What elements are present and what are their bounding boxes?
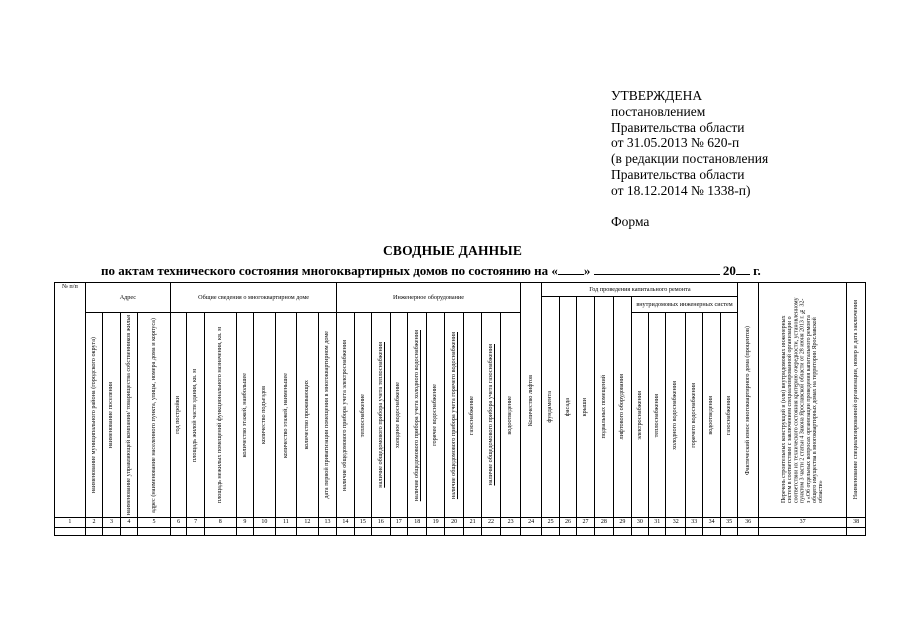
subtitle-mid: » [583, 263, 591, 278]
column-number: 5 [138, 518, 171, 528]
empty-cell [444, 528, 463, 536]
empty-cell [297, 528, 319, 536]
subtitle-prefix: по актам технического состояния многоквартирных домов по состоянию на « [101, 263, 558, 278]
empty-cell [720, 528, 738, 536]
column-number: 22 [481, 518, 500, 528]
col-header-3: наименование поселения [103, 313, 120, 518]
column-number: 28 [594, 518, 613, 528]
empty-cell [427, 528, 444, 536]
column-number: 19 [427, 518, 444, 528]
column-number: 15 [354, 518, 371, 528]
empty-cell [337, 528, 354, 536]
col-header-18: наличие общедомового прибора учета холодного водоснабжения [407, 313, 426, 518]
column-number: 16 [372, 518, 390, 528]
empty-cell [170, 528, 186, 536]
col-header-35: газоснабжения [720, 313, 738, 518]
group-general: Общие сведения о многоквартирном доме [170, 283, 336, 313]
col-header-26: фасада [559, 297, 576, 518]
col-header-23: водоотведение [501, 313, 521, 518]
empty-cell [372, 528, 390, 536]
empty-cell [464, 528, 481, 536]
column-number-row [55, 518, 866, 528]
col-header-8: площадь нежилых помещений функционального назначения, кв. м [204, 313, 236, 518]
col-header-34: водоотведения [703, 313, 720, 518]
approval-block [611, 88, 768, 229]
approval-line: постановлением [611, 103, 706, 119]
column-number: 30 [631, 518, 648, 528]
col-header-29: лифтового оборудования [614, 297, 631, 518]
empty-cell [847, 528, 866, 536]
empty-cell [354, 528, 371, 536]
column-number: 33 [685, 518, 702, 528]
approval-line: (в редакции постановления [611, 151, 769, 167]
group-repair-year: Год проведения капитального ремонта [542, 283, 738, 297]
empty-cell [501, 528, 521, 536]
column-number: 38 [847, 518, 866, 528]
empty-cell [390, 528, 407, 536]
empty-cell [542, 528, 559, 536]
column-number: 31 [649, 518, 666, 528]
empty-cell [236, 528, 253, 536]
col-header-33: горячего водоснабжения [685, 313, 702, 518]
year-prefix: 20 [722, 263, 736, 278]
col-header-36: Фактический износ многоквартирного дома (процентов) [738, 283, 759, 518]
group-engineering: Инженерное оборудование [337, 283, 521, 313]
column-number: 20 [444, 518, 463, 528]
col-header-10: количество подъездов [254, 313, 276, 518]
group-internal-systems: внутридомовых инженерных систем [631, 297, 738, 313]
col-header-24: Количество лифтов [520, 283, 542, 518]
column-number: 6 [170, 518, 186, 528]
col-header-22: наличие общедомового прибора учета газоснабжения [481, 313, 500, 518]
col-header-37: Перечень строительных конструкций и (или) внутридомовых инженерных систем в соответствии с заключением специализированной организации о соответствии их технического состояния критерию очередности, установленному пунктом 3 части 2 статьи 4 Закона Ярославской области от 28 июня 2013 г. № 32-з «Об отдельных вопросах организации проведения капитального ремонта общего имущества в многоквартирных домах на территории Ярославской области» [758, 283, 846, 518]
column-number: 37 [758, 518, 846, 528]
empty-cell [666, 528, 685, 536]
empty-cell [703, 528, 720, 536]
empty-cell [520, 528, 542, 536]
empty-cell [594, 528, 613, 536]
col-header-19: горячее водоснабжение [427, 313, 444, 518]
col-header-number: № п/п [55, 283, 86, 518]
empty-cell [685, 528, 702, 536]
approval-line: Правительства области [611, 166, 745, 182]
col-header-9: количество этажей, наибольшее [236, 313, 253, 518]
col-header-31: теплоснабжения [649, 313, 666, 518]
col-header-28: подвальных помещений [594, 297, 613, 518]
empty-data-row [55, 528, 866, 536]
col-header-38: Наименование специализированной организации, номер и дата заключения [847, 283, 866, 518]
col-header-2: наименование муниципального района (городского округа) [85, 313, 102, 518]
column-number: 25 [542, 518, 559, 528]
col-header-30: электроснабжения [631, 313, 648, 518]
empty-cell [577, 528, 594, 536]
col-header-4: наименование управляющей компании/ товарищества собственников жилья [120, 313, 137, 518]
year-blank [736, 261, 750, 275]
col-header-15: теплоснабжение [354, 313, 371, 518]
day-blank [558, 261, 584, 275]
col-header-21: газоснабжение [464, 313, 481, 518]
document-subtitle [101, 261, 761, 279]
empty-cell [614, 528, 631, 536]
empty-cell [120, 528, 137, 536]
empty-cell [275, 528, 297, 536]
approval-line: от 18.12.2014 № 1338-п) [611, 182, 751, 198]
empty-cell [649, 528, 666, 536]
column-number: 14 [337, 518, 354, 528]
col-header-14: наличие общедомового прибора учета электроснабжения [337, 313, 354, 518]
column-number: 3 [103, 518, 120, 528]
col-header-6: год постройки [170, 313, 186, 518]
empty-cell [138, 528, 171, 536]
summary-table [54, 282, 866, 536]
empty-cell [85, 528, 102, 536]
column-number: 4 [120, 518, 137, 528]
approval-line: УТВЕРЖДЕНА [611, 88, 703, 103]
col-header-20: наличие общедомового прибора учета горячего водоснабжения [444, 313, 463, 518]
column-number: 26 [559, 518, 576, 528]
col-header-5: адрес (наименование населенного пункта, улицы, номера дома и корпуса) [138, 313, 171, 518]
column-number: 7 [187, 518, 204, 528]
month-blank [594, 261, 720, 275]
column-number: 23 [501, 518, 521, 528]
group-address: Адрес [85, 283, 170, 313]
col-header-7: площадь жилой части здания, кв. м [187, 313, 204, 518]
column-number: 2 [85, 518, 102, 528]
col-header-11: количество этажей, наименьшее [275, 313, 297, 518]
column-number: 17 [390, 518, 407, 528]
column-number: 11 [275, 518, 297, 528]
col-header-13: дата первой приватизации помещения в многоквартирном доме [318, 313, 336, 518]
column-number: 36 [738, 518, 759, 528]
empty-cell [407, 528, 426, 536]
form-label: Форма [611, 213, 650, 229]
empty-cell [187, 528, 204, 536]
document-title: СВОДНЫЕ ДАННЫЕ [382, 243, 523, 258]
empty-cell [254, 528, 276, 536]
column-number: 32 [666, 518, 685, 528]
column-number: 12 [297, 518, 319, 528]
empty-cell [204, 528, 236, 536]
year-suffix: г. [753, 263, 761, 278]
empty-cell [318, 528, 336, 536]
approval-line: Правительства области [611, 119, 745, 135]
empty-cell [758, 528, 846, 536]
column-number: 8 [204, 518, 236, 528]
empty-cell [631, 528, 648, 536]
empty-cell [481, 528, 500, 536]
column-number: 9 [236, 518, 253, 528]
empty-cell [559, 528, 576, 536]
col-header-32: холодного водоснабжения [666, 313, 685, 518]
col-header-17: холодное водоснабжение [390, 313, 407, 518]
column-number: 10 [254, 518, 276, 528]
column-number: 35 [720, 518, 738, 528]
column-number: 27 [577, 518, 594, 528]
column-number: 18 [407, 518, 426, 528]
column-number: 13 [318, 518, 336, 528]
column-number: 34 [703, 518, 720, 528]
column-number: 24 [520, 518, 542, 528]
empty-cell [738, 528, 759, 536]
col-header-25: фундамента [542, 297, 559, 518]
empty-cell [103, 528, 120, 536]
column-number: 1 [55, 518, 86, 528]
approval-line: от 31.05.2013 № 620-п [611, 135, 740, 151]
column-number: 29 [614, 518, 631, 528]
col-header-16: наличие общедомового прибора учета теплоснабжения [372, 313, 390, 518]
empty-cell [55, 528, 86, 536]
col-header-12: количество проживающих [297, 313, 319, 518]
column-number: 21 [464, 518, 481, 528]
col-header-27: крыши [577, 297, 594, 518]
